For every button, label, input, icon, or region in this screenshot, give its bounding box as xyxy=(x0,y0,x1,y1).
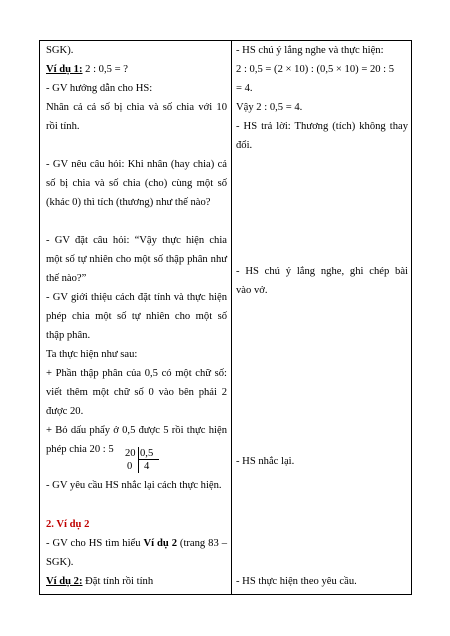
left-line: + Bỏ dấu phẩy ở 0,5 được 5 rồi thực hiện xyxy=(46,425,227,436)
division-dividend: 20 xyxy=(125,448,136,459)
example-1-line xyxy=(46,63,128,77)
division-quotient: 4 xyxy=(144,461,150,472)
left-line: phép chia 20 : 5 xyxy=(46,444,114,455)
left-line: rồi tính. xyxy=(46,121,80,132)
example-2-text: Đặt tính rồi tính xyxy=(82,576,154,587)
example-2-line xyxy=(46,575,153,589)
left-line: - GV yêu cầu HS nhắc lại cách thực hiện. xyxy=(46,480,222,491)
left-line: một số tự nhiên cho một số thập phân như xyxy=(46,254,227,265)
right-line: 2 : 0,5 = (2 × 10) : (0,5 × 10) = 20 : 5 xyxy=(236,64,395,75)
right-line: = 4. xyxy=(236,83,253,94)
right-line: vào vở. xyxy=(236,285,268,296)
right-line: - HS trả lời: Thương (tích) không thay xyxy=(236,121,408,132)
left-line: Ta thực hiện như sau: xyxy=(46,349,138,360)
left-line: + Phần thập phân của 0,5 có một chữ số: xyxy=(46,368,227,379)
left-line: Nhân cả cả số bị chia và số chia với 10 xyxy=(46,102,227,113)
left-line: phép chia một số tự nhiên cho một số xyxy=(46,311,227,322)
right-line: - HS chú ý lắng nghe, ghi chép bài xyxy=(236,266,408,277)
division-remainder: 0 xyxy=(127,461,133,472)
example-2-heading: 2. Ví dụ 2 xyxy=(46,519,90,530)
example-2-intro: - GV cho HS tìm hiểu Ví dụ 2 (trang 83 – xyxy=(46,538,227,549)
left-line: thế nào?” xyxy=(46,273,87,284)
column-divider xyxy=(231,41,232,594)
left-line: (khác 0) thì tích (thương) như thế nào? xyxy=(46,197,211,208)
left-line: viết thêm một chữ số 0 vào bên phải 2 xyxy=(46,387,227,398)
lesson-table xyxy=(39,40,412,595)
right-line: - HS nhắc lại. xyxy=(236,456,295,467)
example-1-label: Ví dụ 1: xyxy=(46,64,83,75)
right-line: đổi. xyxy=(236,140,253,151)
left-line: thập phân. xyxy=(46,330,91,341)
right-line: Vậy 2 : 0,5 = 4. xyxy=(236,102,303,113)
long-division xyxy=(125,446,165,478)
left-line: số bị chia và số chia (cho) cùng một số xyxy=(46,178,227,189)
right-line: - HS thực hiện theo yêu cầu. xyxy=(236,576,357,587)
right-line: - HS chú ý lắng nghe và thực hiện: xyxy=(236,45,384,56)
left-line: - GV đặt câu hỏi: “Vậy thực hiện chia xyxy=(46,235,227,246)
left-line: - GV nêu câu hỏi: Khi nhân (hay chia) cả xyxy=(46,159,227,170)
left-line: - GV hướng dẫn cho HS: xyxy=(46,83,153,94)
example-2-label: Ví dụ 2: xyxy=(46,576,83,587)
left-line: - GV giới thiệu cách đặt tính và thực hiện xyxy=(46,292,227,303)
left-line: SGK). xyxy=(46,557,74,568)
division-divisor: 0,5 xyxy=(140,448,154,459)
left-line: được 20. xyxy=(46,406,84,417)
example-1-text: 2 : 0,5 = ? xyxy=(82,64,128,75)
left-line: SGK). xyxy=(46,45,74,56)
